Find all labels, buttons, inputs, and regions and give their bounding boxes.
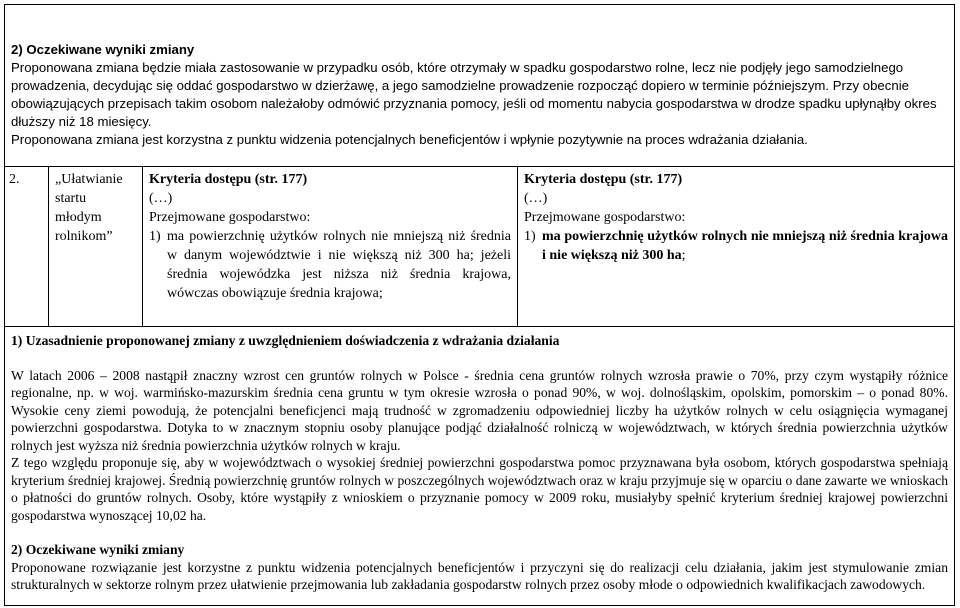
proposed-text-cell bbox=[517, 166, 955, 327]
ellipsis: (…) bbox=[524, 191, 548, 206]
current-text-cell bbox=[142, 166, 518, 327]
row-number-cell bbox=[4, 166, 49, 327]
list-text: ma powierzchnię użytków rolnych nie mniejszą niż średnia w danym województwie i nie większą niż 300 ha; jeżeli średnia wojewódzka jest niższa niż średnia krajowa, wówczas obowiązuje średnia krajowa; bbox=[167, 229, 511, 301]
paragraph: Proponowana zmiana będzie miała zastosowanie w przypadku osób, które otrzymały w spadku gospodarstwo rolne, lecz nie podjęły jego samodzielnego prowadzenia, decydując się oddać gospodarstwo w dzierżawę, a jego samodzielne prowadzenie rozpocząć dopiero w terminie późniejszym. Przy obecnie obowiązujących przepisach takim osobom należałoby odmówić przyznania pomocy, jeśli od momentu nabycia gospodarstwa w drodze spadku upłynąłby okres dłuższy niż 18 miesięcy. bbox=[11, 60, 937, 129]
list-number: 1) bbox=[149, 229, 161, 244]
list-text-end: ; bbox=[681, 248, 686, 263]
table-row bbox=[4, 166, 955, 327]
list-text bbox=[542, 227, 948, 265]
criteria-title: Kryteria dostępu (str. 177) bbox=[149, 172, 308, 187]
criteria-subtitle: Przejmowane gospodarstwo: bbox=[524, 210, 686, 225]
expected-results-section bbox=[4, 4, 955, 167]
measure-name-cell bbox=[48, 166, 143, 327]
list-text-bold: ma powierzchnię użytków rolnych nie mniejszą niż średnia krajowa i nie większą niż 300 ha bbox=[542, 229, 948, 263]
list-item bbox=[149, 227, 511, 303]
criteria-title: Kryteria dostępu (str. 177) bbox=[524, 172, 683, 187]
criteria-subtitle: Przejmowane gospodarstwo: bbox=[149, 210, 311, 225]
document-page bbox=[4, 4, 955, 606]
list-item bbox=[524, 227, 948, 265]
spacer bbox=[11, 524, 948, 541]
spacer bbox=[11, 350, 948, 367]
measure-name: „Ułatwianie startu młodym rolnikom” bbox=[55, 172, 123, 244]
section-heading: 1) Uzasadnienie proponowanej zmiany z uwzględnieniem doświadczenia z wdrażania działania bbox=[11, 333, 560, 348]
list-number: 1) bbox=[524, 229, 536, 244]
justification-section bbox=[4, 326, 955, 606]
paragraph: Z tego względu proponuje się, aby w województwach o wysokiej średniej powierzchni gospodarstwa pomoc przyznawana była osobom, których gospodarstwa spełniają kryterium średniej krajowej. Średnią powierzchnię gruntów rolnych w poszczególnych województwach oraz w kraju przyjmuje się w oparciu o dane zawarte we wnioskach o płatności do gruntów rolnych. Osoby, które wystąpiły z wnioskiem o przyznanie pomocy w 2009 roku, musiałyby spełnić kryterium średniej krajowej powierzchni gospodarstwa wynoszącej 10,02 ha. bbox=[11, 455, 948, 523]
row-number: 2. bbox=[9, 172, 20, 187]
paragraph: Proponowane rozwiązanie jest korzystne z punktu widzenia potencjalnych beneficjentów i przyczyni się do realizacji celu działania, jakim jest stymulowanie zmian strukturalnych w sektorze rolnym przez ułatwienie przejmowania lub zakładania gospodarstw rolnych przez osoby młode o odpowiednich kwalifikacjach zawodowych. bbox=[11, 559, 948, 592]
section-heading: 2) Oczekiwane wyniki zmiany bbox=[11, 542, 185, 557]
paragraph: W latach 2006 – 2008 nastąpił znaczny wzrost cen gruntów rolnych w Polsce - średnia cena gruntów rolnych wzrosła prawie o 70%, przy czym wystąpiły różnice regionalne, np. w woj. warmińsko-mazurskim średnia cena gruntu w tym okresie wzrosła o ponad 90%, w woj. dolnośląskim, opolskim, pomorskim – o ponad 80%. Wysokie ceny ziemi powodują, że potencjalni beneficjenci mają trudność w zgromadzeniu odpowiedniej liczby ha użytków rolnych w celu osiągnięcia wymaganej powierzchni gospodarstwa. Dotyka to w znacznym stopniu osoby planujące podjąć działalność rolniczą w województwach, w których średnia powierzchnia użytków rolnych jest wyższa niż średnia powierzchnia użytków rolnych w kraju. bbox=[11, 367, 948, 453]
section-heading: 2) Oczekiwane wyniki zmiany bbox=[11, 42, 195, 57]
ellipsis: (…) bbox=[149, 191, 173, 206]
paragraph: Proponowana zmiana jest korzystna z punktu widzenia potencjalnych beneficjentów i wpłynie pozytywnie na proces wdrażania działania. bbox=[11, 132, 808, 147]
